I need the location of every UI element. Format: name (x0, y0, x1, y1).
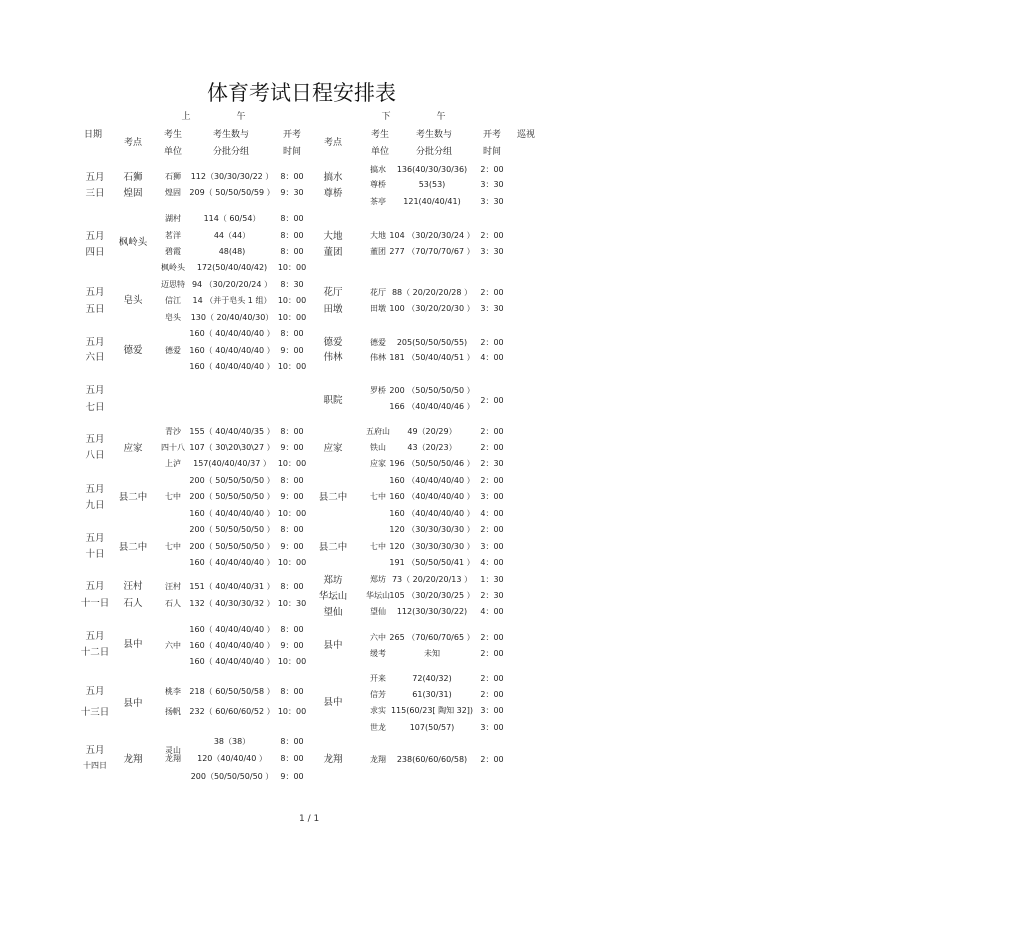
pm-group: 181 （50/40/40/51 ） (389, 353, 475, 362)
am-start-time: 9：00 (280, 772, 304, 781)
unit-header: 单位 (370, 147, 390, 157)
pm-start-time: 2：00 (480, 443, 504, 452)
pm-unit: 世龙 (370, 723, 386, 732)
schedule-date: 五月 (85, 337, 105, 348)
pm-group: 112(30/30/30/22) (396, 607, 468, 616)
unit-header: 单位 (163, 147, 183, 157)
schedule-date: 五月 (85, 172, 105, 183)
pm-start-time: 2：00 (480, 525, 504, 534)
schedule-date: 五月 (85, 631, 105, 642)
pm-exam-site: 龙翔 (323, 754, 343, 765)
am-unit: 迈思特 (161, 280, 185, 289)
pm-group: 61(30/31) (412, 690, 452, 699)
schedule-date: 五月 (85, 686, 105, 697)
schedule-date: 九日 (85, 500, 105, 511)
pm-unit: 六中 (370, 633, 386, 642)
schedule-date: 五月 (85, 231, 105, 242)
pm-group: 160 （40/40/40/40 ） (389, 476, 475, 485)
am-group: 200（ 50/50/50/50 ） (189, 525, 275, 534)
am-exam-site: 应家 (123, 443, 143, 454)
am-group: 160（ 40/40/40/40 ） (189, 625, 275, 634)
pm-group: 160 （40/40/40/40 ） (389, 492, 475, 501)
site-header: 考点 (123, 138, 143, 148)
pm-start-time: 2：00 (480, 633, 504, 642)
pm-unit: 开来 (370, 674, 386, 683)
am-exam-site: 石人 (123, 598, 143, 609)
pm-unit: 龙翔 (370, 755, 386, 764)
am-start-time: 8：00 (280, 737, 304, 746)
am-unit: 七中 (165, 542, 181, 551)
pm-group: 53(53) (418, 180, 446, 189)
pm-group: 191 （50/50/50/41 ） (389, 558, 475, 567)
am-unit: 德爱 (165, 346, 181, 355)
am-start-time: 10：00 (277, 707, 307, 716)
pm-group: 265 （70/60/70/65 ） (389, 633, 475, 642)
am-group: 44（44） (213, 231, 251, 240)
pm-exam-site: 尊桥 (323, 188, 343, 199)
pm-unit: 郑坊 (370, 575, 386, 584)
am-group: 160（ 40/40/40/40 ） (189, 329, 275, 338)
am-group: 114（ 60/54） (203, 214, 261, 223)
am-exam-site: 县中 (123, 698, 143, 709)
am-unit: 皂头 (165, 313, 181, 322)
am-exam-site: 汪村 (123, 581, 143, 592)
pm-group: 72(40/32) (412, 674, 452, 683)
am-start-time: 10：00 (277, 263, 307, 272)
schedule-date: 五月 (85, 581, 105, 592)
pm-unit: 董团 (370, 247, 386, 256)
am-unit: 桃李 (165, 687, 181, 696)
am-exam-site: 皂头 (123, 295, 143, 306)
am-group: 94 （30/20/20/24 ） (191, 280, 273, 289)
pm-exam-site: 伟林 (323, 352, 343, 363)
pm-exam-site: 华坛山 (318, 591, 348, 602)
pm-start-time: 3：30 (480, 180, 504, 189)
pm-group: 88（ 20/20/20/28 ） (391, 288, 473, 297)
am-group: 200（ 50/50/50/50 ） (189, 542, 275, 551)
pm-start-time: 2：00 (480, 338, 504, 347)
am-unit: 石狮 (165, 172, 181, 181)
am-unit: 四十八 (161, 443, 185, 452)
am-start-time: 9：00 (280, 641, 304, 650)
am-group: 155（ 40/40/40/35 ） (189, 427, 275, 436)
pm-group: 107(50/57) (409, 723, 455, 732)
schedule-date: 五月 (85, 434, 105, 445)
am-group: 48(48) (218, 247, 246, 256)
schedule-date: 五月 (85, 533, 105, 544)
schedule-date: 五日 (85, 304, 105, 315)
am-unit: 龙翔 (165, 754, 181, 763)
am-start-time: 9：30 (280, 188, 304, 197)
pm-exam-site: 董团 (323, 247, 343, 258)
pm-start-time: 3：00 (480, 706, 504, 715)
pm-exam-site: 郑坊 (323, 575, 343, 586)
pm-group: 205(50/50/50/55) (396, 338, 468, 347)
am-unit: 六中 (165, 641, 181, 650)
pm-exam-site: 花厅 (323, 287, 343, 298)
pm-group: 115(60/23[ 陶知 32]) (390, 706, 474, 715)
am-group: 160（ 40/40/40/40 ） (189, 362, 275, 371)
pm-start-time: 1：30 (480, 575, 504, 584)
am-unit: 上泸 (165, 459, 181, 468)
am-exam-site: 县中 (123, 639, 143, 650)
pm-exam-site: 望仙 (323, 607, 343, 618)
am-unit: 茗洋 (165, 231, 181, 240)
schedule-date: 十二日 (80, 647, 110, 658)
am-start-time: 8：00 (280, 625, 304, 634)
schedule-date: 五月 (85, 745, 105, 756)
am-unit: 扬帆 (165, 707, 181, 716)
pm-start-time: 2：00 (480, 427, 504, 436)
am-start-time: 10：00 (277, 313, 307, 322)
am-start-time: 8：00 (280, 172, 304, 181)
pm-unit: 求实 (370, 706, 386, 715)
am-start-time: 8：00 (280, 525, 304, 534)
schedule-date: 五月 (85, 484, 105, 495)
pm-unit: 搞水 (370, 165, 386, 174)
group-header: 考生数与 (415, 130, 453, 140)
pm-start-time: 4：00 (480, 509, 504, 518)
pm-group: 196 （50/50/50/46 ） (389, 459, 475, 468)
pm-unit: 望仙 (370, 607, 386, 616)
time-header: 开考 (282, 130, 302, 140)
pm-start-time: 2：00 (480, 288, 504, 297)
am-group: 151（ 40/40/40/31 ） (189, 582, 275, 591)
am-unit: 煌固 (165, 188, 181, 197)
am-start-time: 8：00 (280, 231, 304, 240)
am-group: 38（38） (213, 737, 251, 746)
group-header: 分批分组 (212, 147, 250, 157)
pm-unit: 华坛山 (366, 591, 390, 600)
schedule-date: 十一日 (80, 598, 110, 609)
pm-start-time: 4：00 (480, 558, 504, 567)
pm-exam-site: 职院 (323, 395, 343, 406)
pm-group: 160 （40/40/40/40 ） (389, 509, 475, 518)
pm-exam-site: 田墩 (323, 304, 343, 315)
pm-unit: 尊桥 (370, 180, 386, 189)
pm-group: 73（ 20/20/20/13 ） (391, 575, 473, 584)
schedule-date: 三日 (85, 188, 105, 199)
am-exam-site: 石狮 (123, 172, 143, 183)
am-group: 200（ 50/50/50/50 ） (189, 476, 275, 485)
pm-group: 105 （30/20/30/25 ） (389, 591, 475, 600)
pm-group: 277 （70/70/70/67 ） (389, 247, 475, 256)
pm-start-time: 3：00 (480, 723, 504, 732)
pm-exam-site: 县二中 (318, 542, 348, 553)
site-header: 考点 (323, 138, 343, 148)
am-group: 172(50/40/40/42) (196, 263, 268, 272)
am-group: 120（40/40/40 ） (197, 754, 267, 763)
pm-header-char: 午 (436, 112, 446, 122)
schedule-date: 五月 (85, 287, 105, 298)
am-exam-site: 县二中 (118, 492, 148, 503)
am-start-time: 8：00 (280, 247, 304, 256)
pm-header-char: 下 (381, 112, 391, 122)
pm-exam-site: 大地 (323, 231, 343, 242)
pm-unit: 罗桥 (370, 386, 386, 395)
schedule-date: 五月 (85, 385, 105, 396)
am-group: 200（50/50/50/50 ） (190, 772, 274, 781)
am-start-time: 9：00 (280, 542, 304, 551)
schedule-date: 六日 (85, 352, 105, 363)
am-unit: 七中 (165, 492, 181, 501)
am-start-time: 8：00 (280, 476, 304, 485)
schedule-date: 七日 (85, 402, 105, 413)
pm-start-time: 4：00 (480, 607, 504, 616)
am-start-time: 10：00 (277, 362, 307, 371)
pm-unit: 五府山 (366, 427, 390, 436)
pm-start-time: 2：00 (480, 396, 504, 405)
page-number: 1 / 1 (299, 814, 320, 824)
date-header: 日期 (83, 130, 103, 140)
pm-group: 166 （40/40/40/46 ） (389, 402, 475, 411)
pm-exam-site: 县二中 (318, 492, 348, 503)
schedule-date: 八日 (85, 450, 105, 461)
time-header: 开考 (482, 130, 502, 140)
pm-unit: 茶亭 (370, 197, 386, 206)
pm-unit: 缓考 (370, 649, 386, 658)
am-exam-site: 德爱 (123, 345, 143, 356)
am-start-time: 8：00 (280, 582, 304, 591)
pm-start-time: 3：30 (480, 197, 504, 206)
pm-unit: 大地 (370, 231, 386, 240)
am-group: 160（ 40/40/40/40 ） (189, 509, 275, 518)
pm-group: 136(40/30/30/36) (396, 165, 468, 174)
unit-header: 考生 (163, 130, 183, 140)
pm-exam-site: 县中 (323, 697, 343, 708)
pm-start-time: 2：00 (480, 476, 504, 485)
pm-unit: 花厅 (370, 288, 386, 297)
pm-start-time: 3：30 (480, 247, 504, 256)
am-group: 160（ 40/40/40/40 ） (189, 657, 275, 666)
am-exam-site: 枫岭头 (118, 237, 148, 248)
am-exam-site: 煌固 (123, 188, 143, 199)
am-exam-site: 县二中 (118, 542, 148, 553)
pm-unit: 伟林 (370, 353, 386, 362)
pm-start-time: 2：00 (480, 755, 504, 764)
pm-exam-site: 应家 (323, 443, 343, 454)
am-header-char: 上 (181, 112, 191, 122)
pm-start-time: 2：00 (480, 649, 504, 658)
am-unit: 碧霞 (165, 247, 181, 256)
group-header: 考生数与 (212, 130, 250, 140)
am-group: 107（ 30\20\30\27 ） (189, 443, 275, 452)
am-unit: 湖村 (165, 214, 181, 223)
pm-unit: 七中 (370, 492, 386, 501)
schedule-date: 十三日 (80, 707, 110, 718)
am-start-time: 10：30 (277, 599, 307, 608)
pm-group: 121(40/40/41) (403, 197, 461, 206)
patrol-header: 巡视 (516, 130, 536, 140)
schedule-date: 十四日 (83, 761, 107, 770)
am-group: 130（ 20/40/40/30） (190, 313, 274, 322)
am-exam-site: 龙翔 (123, 754, 143, 765)
am-start-time: 8：00 (280, 329, 304, 338)
am-unit: 灵山 (165, 746, 181, 755)
am-header-char: 午 (236, 112, 246, 122)
pm-start-time: 2：00 (480, 165, 504, 174)
am-group: 232（ 60/60/60/52 ） (189, 707, 275, 716)
am-group: 209（ 50/50/50/59 ） (189, 188, 275, 197)
pm-unit: 七中 (370, 542, 386, 551)
am-group: 157(40/40/40/37 ） (193, 459, 271, 468)
pm-unit: 田墩 (370, 304, 386, 313)
am-unit: 信江 (165, 296, 181, 305)
pm-exam-site: 县中 (323, 640, 343, 651)
pm-unit: 信芳 (370, 690, 386, 699)
pm-start-time: 3：30 (480, 304, 504, 313)
pm-unit: 应家 (370, 459, 386, 468)
page-title: 体育考试日程安排表 (207, 81, 396, 105)
am-group: 218（ 60/50/50/58 ） (189, 687, 275, 696)
pm-unit: 德爱 (370, 338, 386, 347)
schedule-date: 十日 (85, 549, 105, 560)
am-group: 14 （并于皂头 1 组） (192, 296, 272, 305)
am-start-time: 9：00 (280, 492, 304, 501)
am-unit: 枫岭头 (161, 263, 185, 272)
pm-exam-site: 搞水 (323, 172, 343, 183)
pm-group: 120 （30/30/30/30 ） (389, 542, 475, 551)
pm-start-time: 3：00 (480, 492, 504, 501)
am-start-time: 10：00 (277, 459, 307, 468)
group-header: 分批分组 (415, 147, 453, 157)
time-header: 时间 (482, 147, 502, 157)
am-start-time: 8：00 (280, 754, 304, 763)
am-start-time: 8：30 (280, 280, 304, 289)
am-group: 200（ 50/50/50/50 ） (189, 492, 275, 501)
am-start-time: 8：00 (280, 687, 304, 696)
am-start-time: 9：00 (280, 346, 304, 355)
pm-start-time: 4：00 (480, 353, 504, 362)
am-start-time: 9：00 (280, 443, 304, 452)
schedule-date: 四日 (85, 247, 105, 258)
am-start-time: 10：00 (277, 296, 307, 305)
am-start-time: 10：00 (277, 509, 307, 518)
am-unit: 汪村 (165, 582, 181, 591)
pm-start-time: 3：00 (480, 542, 504, 551)
unit-header: 考生 (370, 130, 390, 140)
pm-group: 100 （30/20/20/30 ） (389, 304, 475, 313)
am-start-time: 10：00 (277, 558, 307, 567)
pm-start-time: 2：30 (480, 591, 504, 600)
pm-group: 120 （30/30/30/30 ） (389, 525, 475, 534)
pm-group: 43（20/23） (407, 443, 457, 452)
pm-group: 238(60/60/60/58) (396, 755, 468, 764)
pm-start-time: 2：30 (480, 459, 504, 468)
pm-exam-site: 德爱 (323, 337, 343, 348)
am-group: 160（ 40/40/40/40 ） (189, 641, 275, 650)
pm-start-time: 2：00 (480, 674, 504, 683)
pm-group: 未知 (424, 649, 440, 658)
pm-group: 104 （30/20/30/24 ） (389, 231, 475, 240)
am-group: 160（ 40/40/40/40 ） (189, 558, 275, 567)
pm-group: 49（20/29） (407, 427, 457, 436)
time-header: 时间 (282, 147, 302, 157)
am-group: 112（30/30/30/22 ） (190, 172, 274, 181)
am-start-time: 8：00 (280, 427, 304, 436)
am-unit: 石人 (165, 599, 181, 608)
pm-group: 200 （50/50/50/50 ） (389, 386, 475, 395)
pm-start-time: 2：00 (480, 690, 504, 699)
am-start-time: 10：00 (277, 657, 307, 666)
am-group: 132（ 40/30/30/32 ） (189, 599, 275, 608)
am-group: 160（ 40/40/40/40 ） (189, 346, 275, 355)
am-start-time: 8：00 (280, 214, 304, 223)
pm-start-time: 2：00 (480, 231, 504, 240)
pm-unit: 铁山 (370, 443, 386, 452)
am-unit: 青沙 (165, 427, 181, 436)
